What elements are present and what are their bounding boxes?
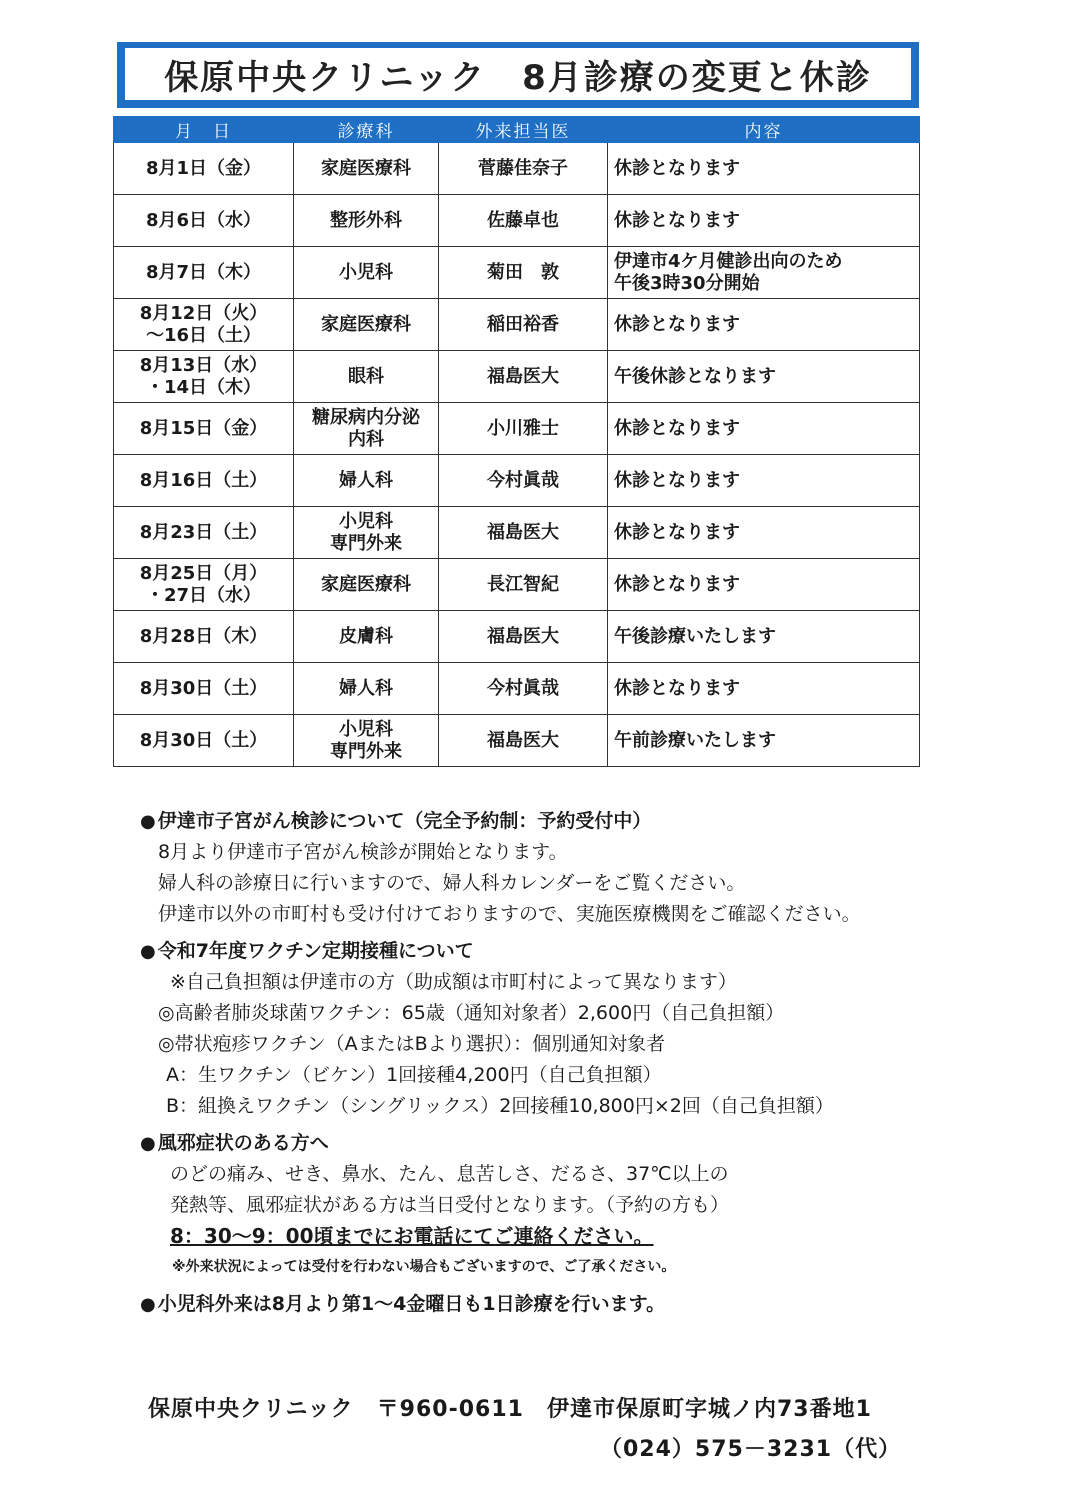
cell-department — [294, 559, 439, 611]
cell-department — [294, 143, 439, 195]
cell-department-line: 糖尿病内分泌 — [312, 406, 420, 428]
cell-date-line: 8月30日（土） — [139, 677, 268, 699]
cell-date-line: 8月13日（水） — [139, 354, 268, 376]
bullet-icon: ● — [140, 941, 156, 962]
cancer-line-3: 伊達市以外の市町村も受け付けておりますので、実施医療機関をご確認ください。 — [158, 903, 861, 925]
cell-date — [114, 247, 294, 299]
cell-date-line: 8月12日（火） — [139, 302, 268, 324]
cell-content — [608, 455, 920, 507]
cell-department-line: 内科 — [348, 428, 384, 450]
title-banner — [117, 42, 919, 108]
cold-heading: ● 風邪症状のある方へ — [140, 1132, 329, 1154]
cell-department-line: 家庭医療科 — [321, 573, 411, 595]
vaccine-line-2: ◎帯状疱疹ワクチン（AまたはBより選択）：個別通知対象者 — [158, 1033, 666, 1055]
cell-department-line: 眼科 — [348, 365, 384, 387]
cell-department — [294, 715, 439, 767]
table-row — [114, 507, 920, 559]
table-row — [114, 143, 920, 195]
cell-department-line: 専門外来 — [330, 740, 402, 762]
cell-date — [114, 715, 294, 767]
cell-content-line: 午後診療いたします — [614, 625, 776, 647]
table-row — [114, 715, 920, 767]
cell-content-line: 休診となります — [614, 157, 740, 179]
cell-content — [608, 299, 920, 351]
cell-date-line: 8月7日（木） — [145, 261, 262, 283]
cancer-line-1: 8月より伊達市子宮がん検診が開始となります。 — [158, 841, 568, 863]
table-row — [114, 611, 920, 663]
cell-department-line: 小児科 — [339, 261, 393, 283]
table-row — [114, 455, 920, 507]
cell-content — [608, 195, 920, 247]
cell-content-line: 休診となります — [614, 677, 740, 699]
cell-doctor: 福島医大 — [439, 507, 608, 559]
cell-date-line: ・27日（水） — [145, 584, 262, 606]
cell-date — [114, 611, 294, 663]
schedule-body — [114, 143, 920, 767]
cell-content-line: 休診となります — [614, 209, 740, 231]
cell-date — [114, 403, 294, 455]
header-department: 診療科 — [294, 117, 439, 143]
vaccine-line-1: ◎高齢者肺炎球菌ワクチン：65歳（通知対象者）2,600円（自己負担額） — [158, 1002, 785, 1024]
cell-content — [608, 663, 920, 715]
cell-content — [608, 247, 920, 299]
pediatric-heading: ● 小児科外来は8月より第1～4金曜日も1日診療を行います。 — [140, 1293, 666, 1315]
table-row — [114, 299, 920, 351]
cell-department — [294, 247, 439, 299]
cell-date-line: 8月1日（金） — [145, 157, 262, 179]
cell-department-line: 小児科 — [339, 718, 393, 740]
cell-content — [608, 351, 920, 403]
cell-department — [294, 663, 439, 715]
cell-department — [294, 299, 439, 351]
vaccine-heading: ● 令和7年度ワクチン定期接種について — [140, 940, 474, 962]
header-content: 内容 — [608, 117, 920, 143]
cell-date — [114, 559, 294, 611]
cancer-screening-heading: ● 伊達市子宮がん検診について（完全予約制：予約受付中） — [140, 810, 652, 832]
cell-date-line: 8月28日（木） — [139, 625, 268, 647]
cell-content-line: 伊達市4ケ月健診出向のため — [614, 250, 843, 272]
cell-date — [114, 195, 294, 247]
header-date: 月 日 — [114, 117, 294, 143]
cell-doctor: 福島医大 — [439, 351, 608, 403]
cell-department-line: 家庭医療科 — [321, 313, 411, 335]
cell-doctor: 小川雅士 — [439, 403, 608, 455]
cell-department — [294, 403, 439, 455]
cell-content-line: 休診となります — [614, 469, 740, 491]
cold-emphasis: 8：30～9：00頃までにお電話にてご連絡ください。 — [170, 1224, 654, 1248]
cell-content-line: 休診となります — [614, 521, 740, 543]
cell-date — [114, 507, 294, 559]
cell-date-line: 8月23日（土） — [139, 521, 268, 543]
cell-doctor: 長江智紀 — [439, 559, 608, 611]
cell-department-line: 皮膚科 — [339, 625, 393, 647]
cell-doctor: 今村眞哉 — [439, 663, 608, 715]
cell-content-line: 午後休診となります — [614, 365, 776, 387]
cell-content-line: 休診となります — [614, 573, 740, 595]
cell-date — [114, 299, 294, 351]
page-title: 保原中央クリニック 8月診療の変更と休診 — [125, 48, 911, 100]
notes-section — [140, 800, 1020, 1320]
table-row — [114, 195, 920, 247]
cell-content — [608, 507, 920, 559]
table-row — [114, 247, 920, 299]
bullet-icon: ● — [140, 1133, 156, 1154]
cell-content-line: 休診となります — [614, 417, 740, 439]
cold-line-1: のどの痛み、せき、鼻水、たん、息苦しさ、だるさ、37℃以上の — [170, 1163, 729, 1185]
cell-date-line: 8月25日（月） — [139, 562, 268, 584]
cell-department — [294, 611, 439, 663]
table-row — [114, 351, 920, 403]
table-row — [114, 559, 920, 611]
table-header-row — [114, 117, 920, 143]
vaccine-line-3: A：生ワクチン（ビケン）1回接種4,200円（自己負担額） — [166, 1064, 662, 1086]
footer-address: 保原中央クリニック 〒960-0611 伊達市保原町字城ノ内73番地1 — [148, 1397, 872, 1422]
cell-doctor: 佐藤卓也 — [439, 195, 608, 247]
cell-department — [294, 507, 439, 559]
cell-department-line: 小児科 — [339, 510, 393, 532]
cell-department — [294, 195, 439, 247]
vaccine-line-4: B：組換えワクチン（シングリックス）2回接種10,800円×2回（自己負担額） — [166, 1095, 834, 1117]
cell-department-line: 婦人科 — [339, 469, 393, 491]
cell-content — [608, 403, 920, 455]
cell-department — [294, 351, 439, 403]
header-doctor: 外来担当医 — [439, 117, 608, 143]
cell-content-line: 午後3時30分開始 — [614, 272, 760, 294]
cancer-line-2: 婦人科の診療日に行いますので、婦人科カレンダーをご覧ください。 — [158, 872, 746, 894]
cell-date-line: ～16日（土） — [145, 324, 262, 346]
bullet-icon: ● — [140, 811, 156, 832]
cell-date — [114, 455, 294, 507]
cell-date-line: ・14日（木） — [145, 376, 262, 398]
table-row — [114, 403, 920, 455]
cell-doctor: 菊田 敦 — [439, 247, 608, 299]
table-row — [114, 663, 920, 715]
cell-content-line: 午前診療いたします — [614, 729, 776, 751]
cell-date — [114, 663, 294, 715]
cold-line-2: 発熱等、風邪症状がある方は当日受付となります。（予約の方も） — [170, 1194, 729, 1216]
vaccine-note: ※自己負担額は伊達市の方（助成額は市町村によって異なります） — [170, 971, 737, 993]
cell-date — [114, 351, 294, 403]
cell-content — [608, 143, 920, 195]
cell-department — [294, 455, 439, 507]
cell-department-line: 専門外来 — [330, 532, 402, 554]
cell-date-line: 8月15日（金） — [139, 417, 268, 439]
cell-content — [608, 715, 920, 767]
footer — [148, 1390, 1028, 1470]
cell-doctor: 福島医大 — [439, 611, 608, 663]
cell-content — [608, 559, 920, 611]
cell-department-line: 家庭医療科 — [321, 157, 411, 179]
cell-date-line: 8月6日（水） — [145, 209, 262, 231]
cell-doctor: 福島医大 — [439, 715, 608, 767]
cell-department-line: 整形外科 — [330, 209, 402, 231]
cell-doctor: 今村眞哉 — [439, 455, 608, 507]
cell-doctor: 菅藤佳奈子 — [439, 143, 608, 195]
cold-small-note: ※外来状況によっては受付を行わない場合もございますので、ご了承ください。 — [172, 1259, 676, 1275]
cell-date-line: 8月16日（土） — [139, 469, 268, 491]
cell-content-line: 休診となります — [614, 313, 740, 335]
cell-doctor: 稲田裕香 — [439, 299, 608, 351]
cell-date — [114, 143, 294, 195]
cell-department-line: 婦人科 — [339, 677, 393, 699]
cell-content — [608, 611, 920, 663]
footer-phone: （024）575－3231（代） — [600, 1437, 902, 1462]
cell-date-line: 8月30日（土） — [139, 729, 268, 751]
bullet-icon: ● — [140, 1294, 156, 1315]
schedule-table — [113, 116, 920, 767]
